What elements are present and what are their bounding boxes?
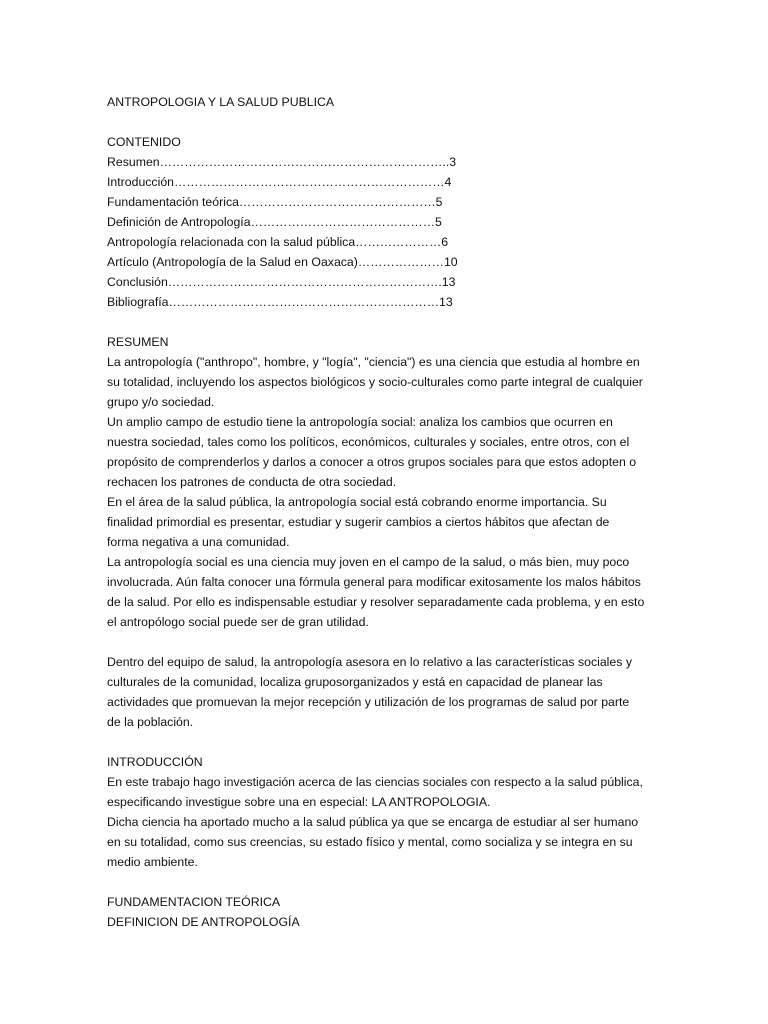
spacer bbox=[107, 732, 667, 752]
toc-item-resumen: Resumen……………………………………………………………..3 bbox=[107, 155, 457, 169]
definicion-heading: DEFINICION DE ANTROPOLOGÍA bbox=[107, 915, 300, 929]
toc-item-definicion: Definición de Antropología………………………………………5 bbox=[107, 215, 442, 229]
resumen-paragraph-line: de la población. bbox=[107, 715, 194, 729]
introduccion-line: medio ambiente. bbox=[107, 855, 198, 869]
introduccion-line: especificando investigue sobre una en especial: LA ANTROPOLOGIA. bbox=[107, 795, 491, 809]
document-page bbox=[107, 92, 667, 932]
resumen-paragraph-line: actividades que promuevan la mejor recepción y utilización de los programas de salud por parte bbox=[107, 695, 630, 709]
resumen-line: finalidad primordial es presentar, estudiar y sugerir cambios a ciertos hábitos que afectan de bbox=[107, 515, 610, 529]
document-title: ANTROPOLOGIA Y LA SALUD PUBLICA bbox=[107, 95, 335, 109]
toc-item-introduccion: Introducción…………………………………………………………4 bbox=[107, 175, 452, 189]
toc-item-bibliografia: Bibliografía…………………………………………………………13 bbox=[107, 295, 453, 309]
resumen-line: rechacen los patrones de conducta de otra sociedad. bbox=[107, 475, 397, 489]
spacer bbox=[107, 632, 667, 652]
contents-heading: CONTENIDO bbox=[107, 135, 181, 149]
introduccion-line: Dicha ciencia ha aportado mucho a la salud pública ya que se encarga de estudiar al ser humano bbox=[107, 815, 639, 829]
resumen-line: En el área de la salud pública, la antropología social está cobrando enorme importancia. Su bbox=[107, 495, 607, 509]
fundamentacion-heading: FUNDAMENTACION TEÓRICA bbox=[107, 895, 281, 909]
resumen-line: de la salud. Por ello es indispensable estudiar y resolver separadamente cada problema, y en esto bbox=[107, 595, 645, 609]
introduccion-line: en su totalidad, como sus creencias, su estado físico y mental, como socializa y se integra en su bbox=[107, 835, 633, 849]
resumen-line: La antropología social es una ciencia muy joven en el campo de la salud, o más bien, muy poco bbox=[107, 555, 630, 569]
resumen-line: Un amplio campo de estudio tiene la antropología social: analiza los cambios que ocurren en bbox=[107, 415, 613, 429]
resumen-line: forma negativa a una comunidad. bbox=[107, 535, 290, 549]
resumen-heading: RESUMEN bbox=[107, 335, 169, 349]
resumen-line: nuestra sociedad, tales como los políticos, económicos, culturales y sociales, entre otros, con el bbox=[107, 435, 630, 449]
toc-item-antropologia-salud: Antropología relacionada con la salud pública…………………6 bbox=[107, 235, 449, 249]
resumen-line: propósito de comprenderlos y darlos a conocer a otros grupos sociales para que estos adopten o bbox=[107, 455, 637, 469]
introduccion-heading: INTRODUCCIÓN bbox=[107, 755, 203, 769]
spacer bbox=[107, 112, 667, 132]
resumen-line: involucrada. Aún falta conocer una fórmula general para modificar exitosamente los malos hábitos bbox=[107, 575, 641, 589]
resumen-paragraph-line: Dentro del equipo de salud, la antropología asesora en lo relativo a las características sociales y bbox=[107, 655, 632, 669]
spacer bbox=[107, 872, 667, 892]
resumen-line: grupo y/o sociedad. bbox=[107, 395, 215, 409]
spacer bbox=[107, 312, 667, 332]
toc-item-conclusion: Conclusión………………………………………………………….13 bbox=[107, 275, 456, 289]
introduccion-line: En este trabajo hago investigación acerca de las ciencias sociales con respecto a la salud pública, bbox=[107, 775, 643, 789]
resumen-line: su totalidad, incluyendo los aspectos biológicos y socio-culturales como parte integral de cualquier bbox=[107, 375, 643, 389]
resumen-paragraph-line: culturales de la comunidad, localiza gruposorganizados y está en capacidad de planear las bbox=[107, 675, 603, 689]
toc-item-fundamentacion: Fundamentación teórica…………………………………………5 bbox=[107, 195, 443, 209]
resumen-line: La antropología ("anthropo", hombre, y "logía", "ciencia") es una ciencia que estudia al hombre en bbox=[107, 355, 640, 369]
resumen-line: el antropólogo social puede ser de gran utilidad. bbox=[107, 615, 369, 629]
toc-item-articulo: Artículo (Antropología de la Salud en Oaxaca)…………………10 bbox=[107, 255, 458, 269]
